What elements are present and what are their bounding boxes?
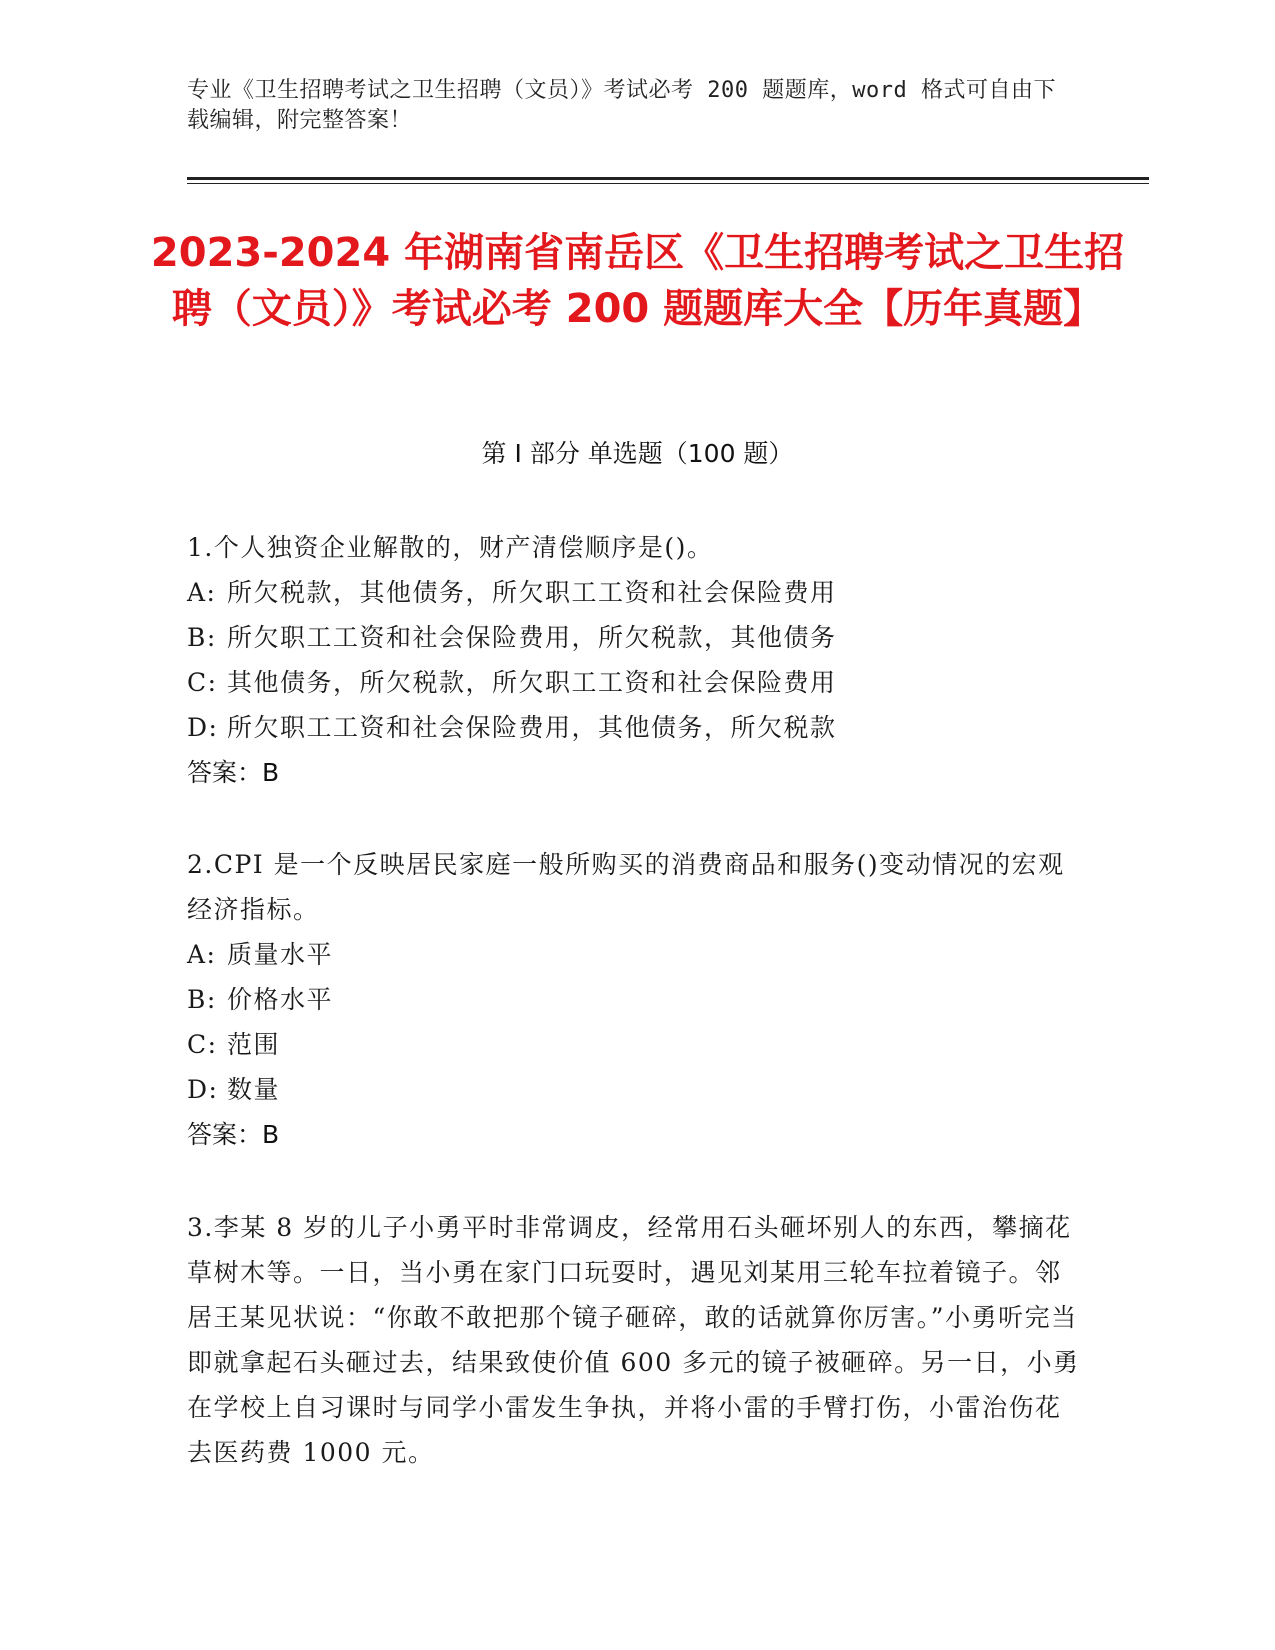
option-text: 其他债务，所欠税款，所欠职工工资和社会保险费用 <box>227 668 837 697</box>
question-1 <box>187 525 1087 795</box>
option-letter: A: <box>187 940 217 969</box>
option-text: 所欠税款，其他债务，所欠职工工资和社会保险费用 <box>227 578 837 607</box>
option-c <box>187 1022 1087 1067</box>
option-text: 价格水平 <box>227 985 334 1014</box>
option-text: 数量 <box>227 1075 281 1104</box>
option-c <box>187 660 1087 705</box>
option-letter: A: <box>187 578 217 607</box>
option-letter: B: <box>187 985 217 1014</box>
option-letter: C: <box>187 1030 218 1059</box>
option-b <box>187 615 1087 660</box>
document-title: 2023-2024 年湖南省南岳区《卫生招聘考试之卫生招聘（文员）》考试必考 200 题题库大全【历年真题】 <box>150 230 1125 332</box>
option-text: 范围 <box>227 1030 281 1059</box>
question-3 <box>187 1205 1087 1475</box>
section-title: 第 I 部分 单选题（100 题） <box>481 439 794 468</box>
answer: 答案：B <box>187 758 280 787</box>
option-text: 质量水平 <box>227 940 334 969</box>
option-d <box>187 705 1087 750</box>
option-letter: D: <box>187 713 219 742</box>
question-stem: 1.个人独资企业解散的，财产清偿顺序是()。 <box>187 533 714 562</box>
header-note: 专业《卫生招聘考试之卫生招聘（文员）》考试必考 200 题题库，word 格式可自由下载编辑，附完整答案！ <box>187 78 1056 133</box>
option-a <box>187 932 1087 977</box>
option-letter: B: <box>187 623 217 652</box>
answer: 答案：B <box>187 1120 280 1149</box>
option-b <box>187 977 1087 1022</box>
option-letter: D: <box>187 1075 219 1104</box>
question-stem: 3.李某 8 岁的儿子小勇平时非常调皮，经常用石头砸坏别人的东西，攀摘花草树木等。一日，当小勇在家门口玩耍时，遇见刘某用三轮车拉着镜子。邻居王某见状说：“你敢不敢把那个镜子砸碎，敢的话就算你厉害。”小勇听完当即就拿起石头砸过去，结果致使价值 600 多元的镜子被砸碎。另一日，小勇在学校上自习课时与同学小雷发生争执，并将小雷的手臂打伤，小雷治伤花去医药费 1000 元。 <box>187 1213 1080 1467</box>
option-letter: C: <box>187 668 218 697</box>
question-2 <box>187 842 1087 1157</box>
option-d <box>187 1067 1087 1112</box>
header-rule-thick <box>187 177 1149 180</box>
question-stem: 2.CPI 是一个反映居民家庭一般所购买的消费商品和服务()变动情况的宏观经济指标。 <box>187 850 1065 924</box>
option-a <box>187 570 1087 615</box>
option-text: 所欠职工工资和社会保险费用，其他债务，所欠税款 <box>227 713 837 742</box>
header-rule-thin <box>187 183 1149 184</box>
option-text: 所欠职工工资和社会保险费用，所欠税款，其他债务 <box>227 623 837 652</box>
